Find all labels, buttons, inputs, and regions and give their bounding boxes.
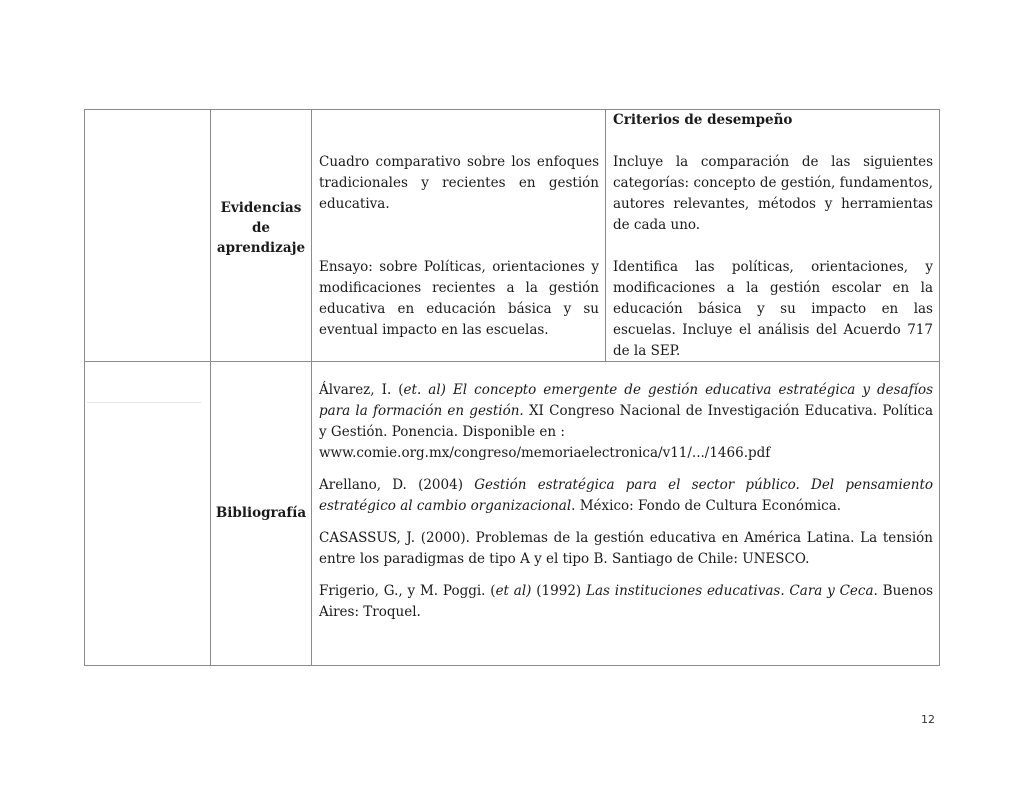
column-divider — [210, 110, 211, 665]
criteria-item-1: Incluye la comparación de las siguientes categorías: concepto de gestión, fundamentos, autores relevantes, métodos y herramientas de cada uno. — [613, 154, 933, 233]
bib-entry-text: Álvarez, I. ( — [319, 382, 404, 398]
bibliography-list — [319, 380, 933, 623]
evidence-item-1: Cuadro comparativo sobre los enfoques tradicionales y recientes en gestión educativa. — [319, 154, 599, 212]
bib-entry — [319, 581, 933, 623]
bib-entry-text: Frigerio, G., y M. Poggi. ( — [319, 583, 496, 599]
bibliografia-label: Bibliografía — [215, 505, 307, 521]
bib-entry-url: www.comie.org.mx/congreso/memoriaelectronica/v11/.../1466.pdf — [319, 445, 771, 461]
evidencias-label: Evidencias de aprendizaje — [216, 200, 306, 256]
cell-shading — [87, 380, 201, 403]
bib-entry — [319, 475, 933, 517]
criteria-header: Criterios de desempeño — [613, 112, 793, 128]
criteria-item-2: Identifica las políticas, orientaciones, y modificaciones a la gestión escolar en la educación básica y su impacto en las escuelas. Incluye el análisis del Acuerdo 717 de la SEP. — [613, 259, 933, 359]
bib-entry-title: et al) — [495, 583, 532, 599]
bib-left-cell — [85, 362, 210, 666]
bib-entry-text: CASASSUS, J. (2000). Problemas de la gestión educativa en América Latina. La tensión entre los paradigmas de tipo A y el tipo B. Santiago de Chile: UNESCO. — [319, 530, 933, 567]
bib-entry — [319, 528, 933, 570]
bib-entry-text: XI Congreso Nacional de Investigación Educativa. Política y Gestión. Ponencia. Disponible en : — [319, 403, 934, 440]
bib-entry — [319, 380, 933, 464]
bib-entry-title: Gestión estratégica para el sector público. Del pensamiento estratégico al cambio organizacional — [319, 477, 934, 514]
bib-entry-text: . México: Fondo de Cultura Económica. — [571, 498, 842, 514]
bib-entry-title: Las instituciones educativas. Cara y Ceca — [586, 583, 874, 599]
bib-entry-text: Arellano, D. (2004) — [319, 477, 475, 493]
course-table — [84, 109, 940, 666]
bib-entry-title: et. al) El concepto emergente de gestión educativa estratégica y desafíos para la formación en gestión. — [319, 382, 933, 419]
bib-entry-text: . Buenos Aires: Troquel. — [319, 583, 934, 620]
bib-entry-text: (1992) — [531, 583, 587, 599]
inner-column-divider — [605, 110, 606, 362]
column-divider — [311, 110, 312, 665]
evidence-item-2: Ensayo: sobre Políticas, orientaciones y modificaciones recientes a la gestión educativa en educación básica y su eventual impacto en las escuelas. — [319, 259, 599, 338]
page-number: 12 — [921, 713, 935, 726]
